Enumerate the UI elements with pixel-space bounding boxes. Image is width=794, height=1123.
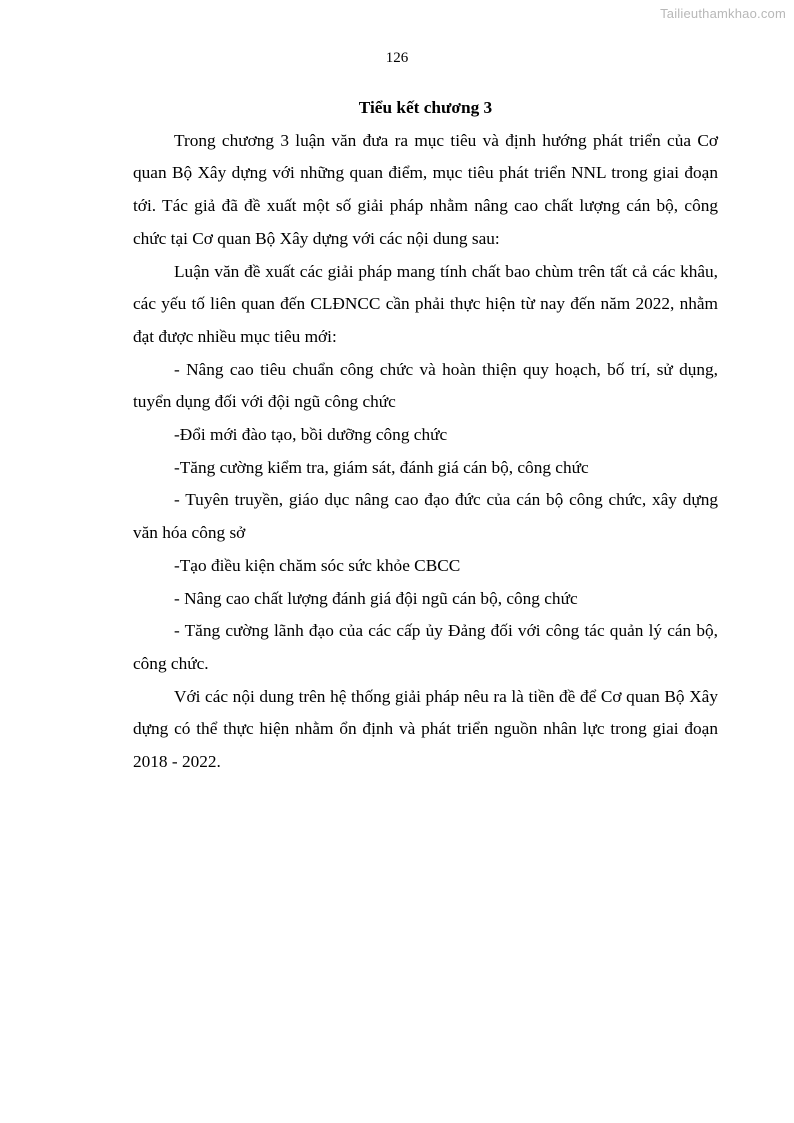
solution-item-3: -Tăng cường kiểm tra, giám sát, đánh giá cán bộ, công chức — [174, 457, 589, 477]
chapter-summary-title: Tiểu kết chương 3 — [358, 98, 493, 117]
solution-item-1: - Nâng cao tiêu chuẩn công chức và hoàn thiện quy hoạch, bố trí, sử dụng, tuyển dụng đối với đội ngũ công chức — [133, 359, 718, 412]
watermark: Tailieuthamkhao.com — [660, 6, 786, 21]
solutions-paragraph: Luận văn đề xuất các giải pháp mang tính chất bao chùm trên tất cả các khâu, các yếu tố liên quan đến CLĐNCC cần phải thực hiện từ nay đến năm 2022, nhằm đạt được nhiều mục tiêu mới: — [133, 261, 718, 346]
solution-item-2: -Đổi mới đào tạo, bồi dưỡng công chức — [174, 425, 448, 445]
document-body — [133, 92, 718, 779]
solution-item-4: - Tuyên truyền, giáo dục nâng cao đạo đức của cán bộ công chức, xây dựng văn hóa công sở — [133, 490, 718, 543]
solution-item-6: - Nâng cao chất lượng đánh giá đội ngũ cán bộ, công chức — [174, 588, 578, 608]
conclusion-paragraph: Với các nội dung trên hệ thống giải pháp nêu ra là tiền đề để Cơ quan Bộ Xây dựng có thể thực hiện nhằm ổn định và phát triển nguồn nhân lực trong giai đoạn 2018 - 2022. — [133, 686, 718, 772]
intro-paragraph: Trong chương 3 luận văn đưa ra mục tiêu và định hướng phát triển của Cơ quan Bộ Xây dựng với những quan điểm, mục tiêu phát triển NNL trong giai đoạn tới. Tác giả đã đề xuất một số giải pháp nhằm nâng cao chất lượng cán bộ, công chức tại Cơ quan Bộ Xây dựng với các nội dung sau: — [133, 130, 718, 248]
solution-item-7: - Tăng cường lãnh đạo của các cấp ủy Đảng đối với công tác quản lý cán bộ, công chức. — [133, 621, 718, 673]
page-number: 126 — [385, 50, 409, 66]
solution-item-5: -Tạo điều kiện chăm sóc sức khỏe CBCC — [174, 555, 461, 575]
